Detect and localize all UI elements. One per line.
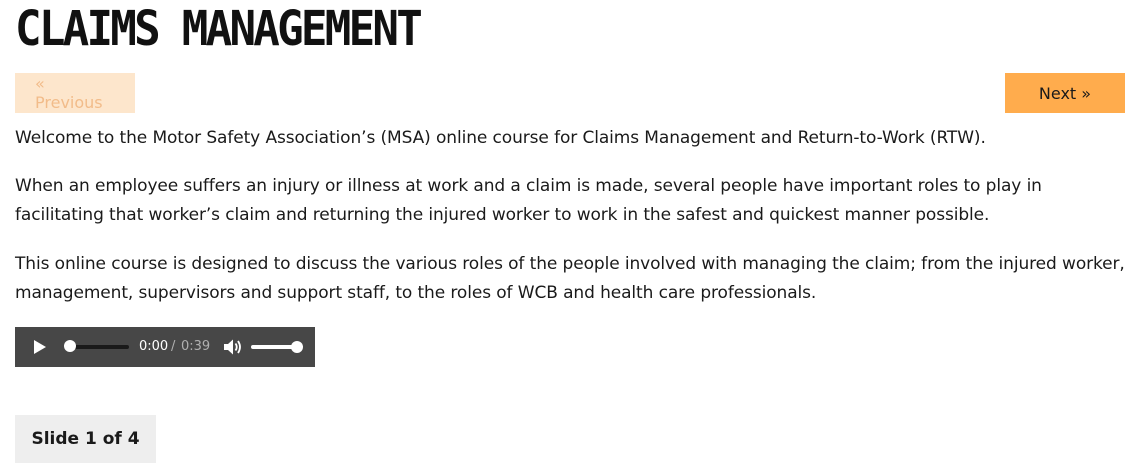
page-title: CLAIMS MANAGEMENT <box>15 1 421 57</box>
volume-handle[interactable] <box>291 341 303 353</box>
volume-slider[interactable] <box>251 345 295 349</box>
roles-paragraph: When an employee suffers an injury or illness at work and a claim is made, several people have important roles to play in facilitating that worker’s claim and returning the injured worker to work in the safest and quickest manner possible. <box>15 176 1042 225</box>
course-paragraph: This online course is designed to discuss the various roles of the people involved with managing the claim; from the injured worker, management, supervisors and support staff, to the roles of WCB and health care professionals. <box>15 254 1125 303</box>
volume-icon[interactable] <box>223 338 243 356</box>
current-time: 0:00 <box>139 339 169 354</box>
seek-handle[interactable] <box>64 340 76 352</box>
total-time: 0:39 <box>181 339 211 354</box>
play-icon[interactable] <box>34 340 46 354</box>
previous-button[interactable]: « Previous <box>15 73 135 113</box>
next-button[interactable]: Next » <box>1005 73 1125 113</box>
intro-paragraph: Welcome to the Motor Safety Association’s (MSA) online course for Claims Management and Return-to-Work (RTW). <box>15 128 986 148</box>
time-separator: / <box>171 339 176 354</box>
slide-counter: Slide 1 of 4 <box>15 415 156 463</box>
seek-bar[interactable] <box>69 345 129 349</box>
audio-player <box>15 327 315 367</box>
